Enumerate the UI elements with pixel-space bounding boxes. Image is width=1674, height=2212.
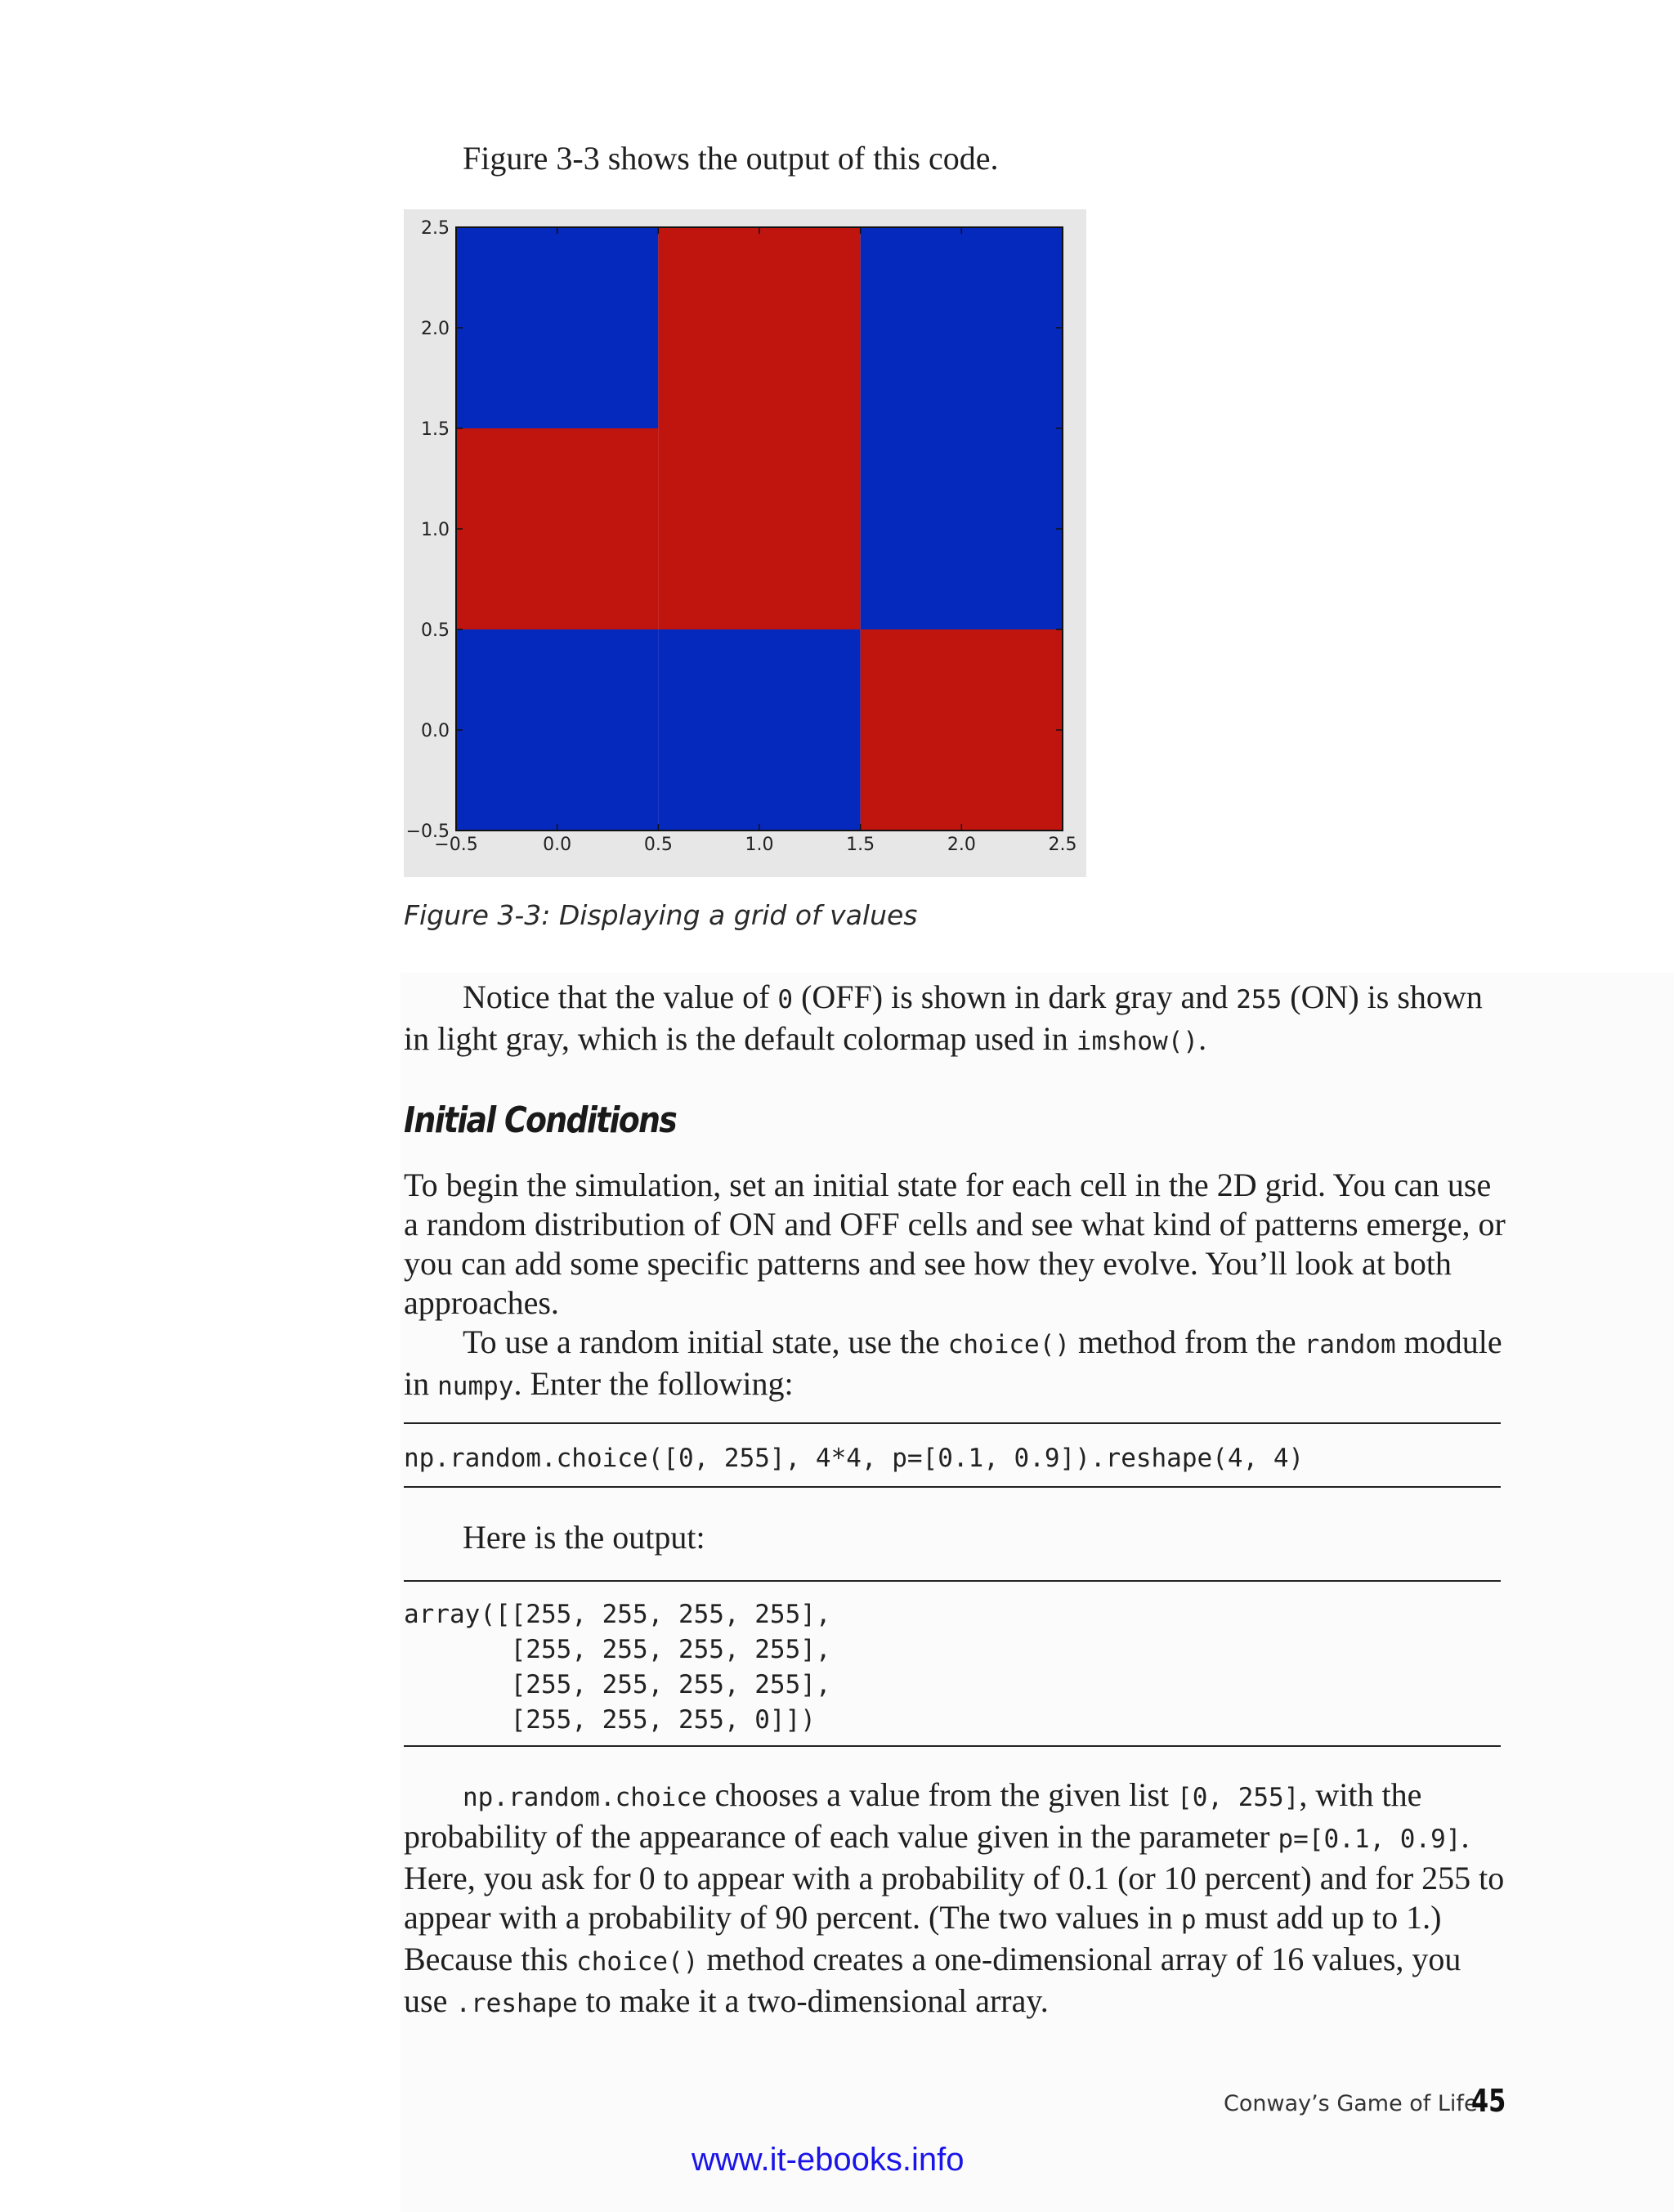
intro-sentence: Figure 3-3 shows the output of this code.: [463, 140, 999, 177]
y-tick-label: −0.5: [405, 822, 450, 842]
x-tick-label: 2.0: [947, 835, 976, 855]
explanation-paragraph: np.random.choice chooses a value from the given list [0, 255], with the probability of the appearance of each value given in the parameter p=[0.1, 0.9]. Here, you ask for 0 to appear with a probability of 0.1 (or 10 percent) and for 255 to appear with a probability of 90 percent. (The two values in p must add up to 1.) Because this choice() method creates a one-dimensional array of 16 values, you use .reshape to make it a two-dimensional array.: [404, 1776, 1505, 2019]
code-rule-top: [404, 1422, 1501, 1424]
code-rule-bottom: [404, 1486, 1501, 1488]
y-tick-label: 0.5: [421, 620, 450, 641]
running-footer-chapter: Conway’s Game of Life: [1224, 2091, 1478, 2116]
x-tick-label: 0.0: [543, 835, 572, 855]
grid-cell-2-1: [658, 227, 860, 428]
grid-figure: [404, 209, 1086, 877]
y-tick-label: 1.5: [421, 419, 450, 440]
code-value-on: 255: [1236, 985, 1282, 1014]
grid-cell-0-2: [861, 629, 1063, 831]
figure-caption: Figure 3-3: Displaying a grid of values: [404, 899, 918, 931]
code-block-output: array([[255, 255, 255, 255], [255, 255, 255, 255], [255, 255, 255, 255], [255, 255, 255, 0]]): [404, 1600, 831, 1735]
y-tick-label: 1.0: [421, 520, 450, 540]
x-tick-label: 0.5: [643, 835, 673, 855]
initial-conditions-text: [404, 1166, 1507, 1406]
x-tick-label: 1.5: [846, 835, 875, 855]
grid-cell-2-0: [456, 227, 658, 428]
source-url-link[interactable]: www.it-ebooks.info: [692, 2142, 965, 2178]
grid-cell-0-0: [456, 629, 658, 831]
code-value-off: 0: [777, 985, 794, 1014]
section-heading: Initial Conditions: [404, 1099, 677, 1141]
y-tick-label: 2.5: [421, 218, 450, 239]
paragraph-intro: To begin the simulation, set an initial state for each cell in the 2D grid. You can use a random distribution of ON and OFF cells and see what kind of patterns emerge, or you can add some specific patterns and see how they evolve. You’ll look at both approaches.: [404, 1166, 1506, 1321]
code-block-choice: np.random.choice([0, 255], 4*4, p=[0.1, 0.9]).reshape(4, 4): [404, 1444, 1305, 1473]
page-number: 45: [1471, 2083, 1506, 2119]
notice-paragraph: Notice that the value of 0 (OFF) is shown in dark gray and 255 (ON) is shown in light gray, which is the default colormap used in imshow().: [404, 978, 1483, 1057]
output-intro: Here is the output:: [463, 1519, 705, 1556]
grid-cell-0-1: [658, 629, 860, 831]
x-tick-label: 1.0: [745, 835, 774, 855]
grid-cell-1-0: [456, 428, 658, 629]
output-rule-bottom: [404, 1745, 1501, 1747]
page-background: [401, 973, 1674, 2212]
paragraph-choice: To use a random initial state, use the choice() method from the random module in numpy. Enter the following:: [404, 1323, 1502, 1402]
x-tick-label: −0.5: [434, 835, 478, 855]
code-imshow: imshow(): [1076, 1027, 1199, 1056]
x-tick-label: 2.5: [1048, 835, 1077, 855]
y-tick-label: 2.0: [421, 319, 450, 339]
grid-cell-2-2: [861, 227, 1063, 428]
grid-cell-1-1: [658, 428, 860, 629]
y-tick-label: 0.0: [421, 721, 450, 741]
output-rule-top: [404, 1580, 1501, 1582]
grid-cell-1-2: [861, 428, 1063, 629]
